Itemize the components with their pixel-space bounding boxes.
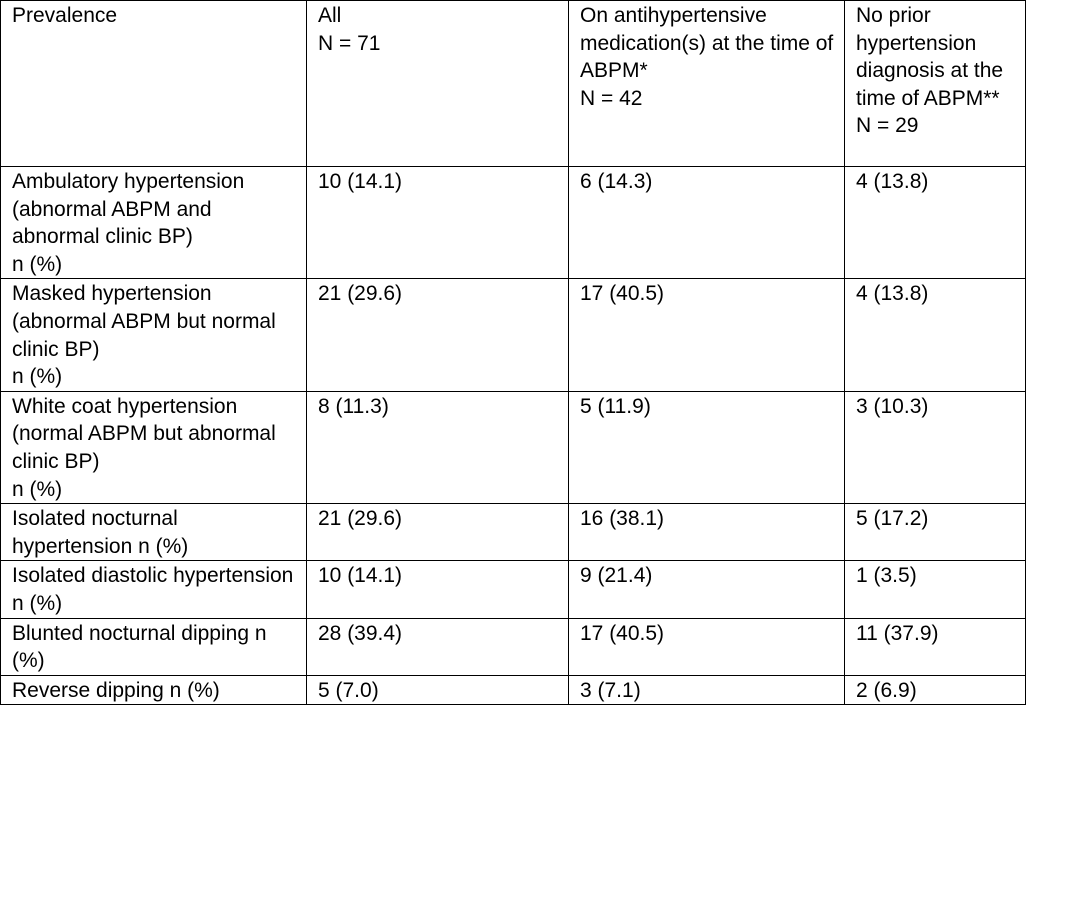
table-header-row: [1, 1, 1026, 167]
row-label: Ambulatory hypertension (abnormal ABPM and abnormal clinic BP) n (%): [1, 167, 307, 279]
cell-on-medication: 9 (21.4): [569, 561, 845, 618]
header-on-medication: On antihypertensive medication(s) at the time of ABPM* N = 42: [569, 1, 845, 167]
row-label: Reverse dipping n (%): [1, 675, 307, 705]
table-row: [1, 167, 1026, 279]
cell-no-prior-diagnosis: 11 (37.9): [845, 618, 1026, 675]
row-label: Isolated nocturnal hypertension n (%): [1, 504, 307, 561]
cell-all: 21 (29.6): [307, 279, 569, 391]
cell-on-medication: 6 (14.3): [569, 167, 845, 279]
cell-all: 8 (11.3): [307, 391, 569, 503]
cell-no-prior-diagnosis: 4 (13.8): [845, 279, 1026, 391]
table-row: [1, 391, 1026, 503]
cell-all: 21 (29.6): [307, 504, 569, 561]
cell-on-medication: 16 (38.1): [569, 504, 845, 561]
cell-all: 28 (39.4): [307, 618, 569, 675]
row-label: White coat hypertension (normal ABPM but abnormal clinic BP) n (%): [1, 391, 307, 503]
table-row: [1, 279, 1026, 391]
cell-no-prior-diagnosis: 5 (17.2): [845, 504, 1026, 561]
table-row: [1, 618, 1026, 675]
cell-on-medication: 3 (7.1): [569, 675, 845, 705]
cell-all: 5 (7.0): [307, 675, 569, 705]
cell-all: 10 (14.1): [307, 561, 569, 618]
cell-on-medication: 5 (11.9): [569, 391, 845, 503]
row-label: Masked hypertension (abnormal ABPM but normal clinic BP) n (%): [1, 279, 307, 391]
cell-no-prior-diagnosis: 2 (6.9): [845, 675, 1026, 705]
cell-no-prior-diagnosis: 3 (10.3): [845, 391, 1026, 503]
row-label: Blunted nocturnal dipping n (%): [1, 618, 307, 675]
cell-on-medication: 17 (40.5): [569, 279, 845, 391]
cell-all: 10 (14.1): [307, 167, 569, 279]
cell-on-medication: 17 (40.5): [569, 618, 845, 675]
cell-no-prior-diagnosis: 1 (3.5): [845, 561, 1026, 618]
header-no-prior-diagnosis: No prior hypertension diagnosis at the time of ABPM** N = 29: [845, 1, 1026, 167]
cell-no-prior-diagnosis: 4 (13.8): [845, 167, 1026, 279]
table-row: [1, 675, 1026, 705]
table-row: [1, 504, 1026, 561]
header-all: All N = 71: [307, 1, 569, 167]
table-row: [1, 561, 1026, 618]
row-label: Isolated diastolic hypertension n (%): [1, 561, 307, 618]
header-prevalence: Prevalence: [1, 1, 307, 167]
